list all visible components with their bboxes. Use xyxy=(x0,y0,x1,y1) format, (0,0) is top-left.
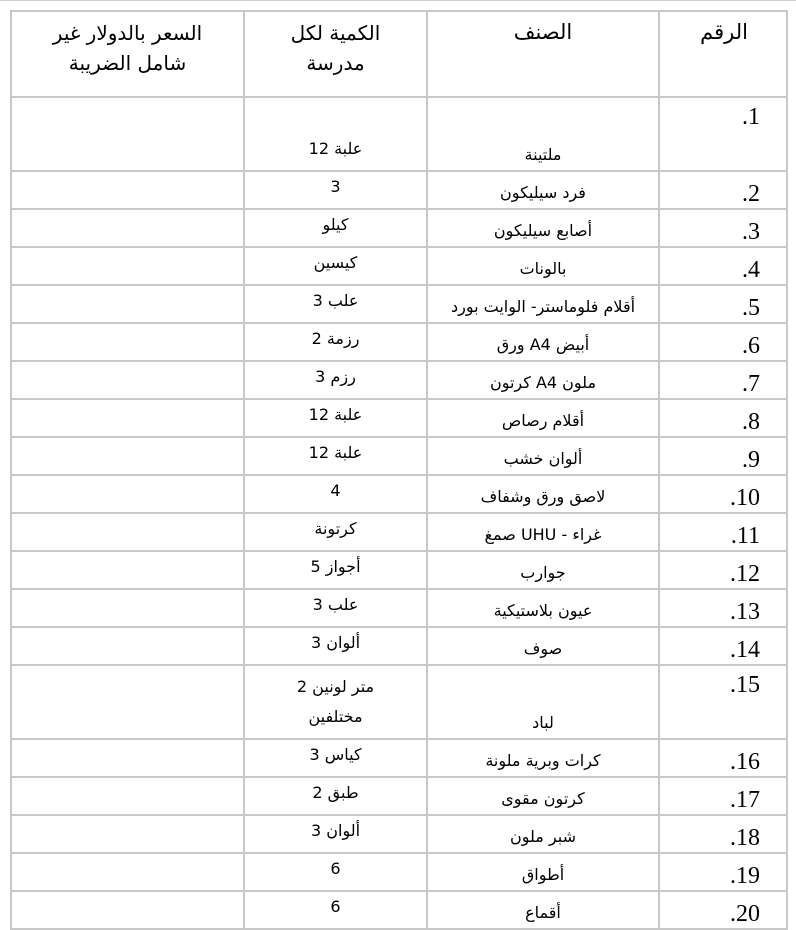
table-row xyxy=(11,627,787,665)
row-quantity-line: 6 xyxy=(330,859,341,878)
table-row xyxy=(11,777,787,815)
row-price xyxy=(11,551,244,589)
row-item: أصابع سيليكون xyxy=(427,209,659,247)
row-price xyxy=(11,209,244,247)
row-item: ملتينة xyxy=(427,97,659,171)
row-number: 7. xyxy=(659,361,787,399)
header-number: الرقم xyxy=(659,11,787,97)
row-quantity xyxy=(244,437,427,475)
row-quantity xyxy=(244,513,427,551)
row-quantity xyxy=(244,815,427,853)
row-quantity xyxy=(244,285,427,323)
row-price xyxy=(11,665,244,739)
row-quantity-line: كرتونة xyxy=(314,519,357,538)
row-item: غراء - UHU صمغ xyxy=(427,513,659,551)
row-item: لباد xyxy=(427,665,659,739)
row-price xyxy=(11,777,244,815)
row-quantity xyxy=(244,97,427,171)
row-quantity-line: رزم 3 xyxy=(315,367,356,386)
row-quantity-line: رزمة 2 xyxy=(311,329,360,348)
header-quantity-line1: الكمية لكل xyxy=(290,21,381,45)
row-price xyxy=(11,399,244,437)
row-number: 20. xyxy=(659,891,787,929)
row-quantity-line: ألوان 3 xyxy=(310,821,361,840)
row-quantity-line: علبة 12 xyxy=(308,443,363,462)
table-row xyxy=(11,247,787,285)
row-quantity xyxy=(244,739,427,777)
row-quantity-line: كياس 3 xyxy=(309,745,362,764)
header-item: الصنف xyxy=(427,11,659,97)
row-item: أطواق xyxy=(427,853,659,891)
row-item: جوارب xyxy=(427,551,659,589)
row-price xyxy=(11,513,244,551)
row-number: 9. xyxy=(659,437,787,475)
row-quantity-line: علبة 12 xyxy=(308,405,363,424)
row-quantity xyxy=(244,399,427,437)
row-number: 1. xyxy=(659,97,787,171)
row-number: 17. xyxy=(659,777,787,815)
row-quantity-line: أجواز 5 xyxy=(310,557,361,576)
header-price xyxy=(11,11,244,97)
row-price xyxy=(11,171,244,209)
row-quantity-line: ألوان 3 xyxy=(310,633,361,652)
row-number: 14. xyxy=(659,627,787,665)
row-price xyxy=(11,815,244,853)
row-price xyxy=(11,627,244,665)
row-quantity-line: علب 3 xyxy=(312,595,359,614)
row-quantity xyxy=(244,891,427,929)
table-row xyxy=(11,437,787,475)
row-number: 4. xyxy=(659,247,787,285)
row-item: ملون A4 كرتون xyxy=(427,361,659,399)
row-quantity xyxy=(244,247,427,285)
row-number: 16. xyxy=(659,739,787,777)
row-item: كرات وبرية ملونة xyxy=(427,739,659,777)
row-price xyxy=(11,589,244,627)
row-item: أقلام رصاص xyxy=(427,399,659,437)
header-quantity xyxy=(244,11,427,97)
row-quantity xyxy=(244,589,427,627)
table-row xyxy=(11,739,787,777)
table-header-row xyxy=(11,11,787,97)
row-price xyxy=(11,285,244,323)
table-row xyxy=(11,513,787,551)
row-quantity-line: متر لونين 2 xyxy=(296,677,375,696)
row-price xyxy=(11,361,244,399)
row-number: 11. xyxy=(659,513,787,551)
row-quantity-line: علب 3 xyxy=(312,291,359,310)
row-price xyxy=(11,437,244,475)
table-row xyxy=(11,171,787,209)
table-row xyxy=(11,589,787,627)
row-item: عيون بلاستيكية xyxy=(427,589,659,627)
row-price xyxy=(11,853,244,891)
row-quantity-line: كيسين xyxy=(313,253,358,272)
row-item: أقلام فلوماستر- الوايت بورد xyxy=(427,285,659,323)
row-item: فرد سيليكون xyxy=(427,171,659,209)
row-quantity xyxy=(244,777,427,815)
row-quantity xyxy=(244,853,427,891)
row-quantity xyxy=(244,551,427,589)
row-quantity-line: مختلفين xyxy=(308,707,363,726)
row-number: 19. xyxy=(659,853,787,891)
row-item: كرتون مقوى xyxy=(427,777,659,815)
row-item: لاصق ورق وشفاف xyxy=(427,475,659,513)
row-item: صوف xyxy=(427,627,659,665)
row-item: شبر ملون xyxy=(427,815,659,853)
table-row xyxy=(11,475,787,513)
supplies-table xyxy=(10,10,788,930)
row-quantity-line: 3 xyxy=(330,177,341,196)
row-quantity xyxy=(244,361,427,399)
row-quantity-line: 4 xyxy=(330,481,341,500)
row-price xyxy=(11,97,244,171)
header-price-line1: السعر بالدولار غير xyxy=(52,21,203,45)
row-number: 12. xyxy=(659,551,787,589)
row-quantity xyxy=(244,665,427,739)
row-number: 3. xyxy=(659,209,787,247)
row-number: 2. xyxy=(659,171,787,209)
header-price-line2: شامل الضريبة xyxy=(68,51,187,75)
row-item: أقماع xyxy=(427,891,659,929)
row-quantity-line: 6 xyxy=(330,897,341,916)
row-price xyxy=(11,891,244,929)
row-item: أبيض A4 ورق xyxy=(427,323,659,361)
row-quantity-line: طبق 2 xyxy=(312,783,359,802)
row-quantity-line: كيلو xyxy=(322,215,349,234)
row-quantity xyxy=(244,171,427,209)
row-number: 6. xyxy=(659,323,787,361)
table-row xyxy=(11,551,787,589)
row-price xyxy=(11,323,244,361)
row-quantity xyxy=(244,323,427,361)
table-row xyxy=(11,815,787,853)
row-price xyxy=(11,475,244,513)
table-row xyxy=(11,97,787,171)
table-row xyxy=(11,853,787,891)
table-row xyxy=(11,361,787,399)
row-item: بالونات xyxy=(427,247,659,285)
table-row xyxy=(11,209,787,247)
header-quantity-line2: مدرسة xyxy=(306,51,365,75)
table-row xyxy=(11,285,787,323)
row-price xyxy=(11,739,244,777)
row-number: 10. xyxy=(659,475,787,513)
row-number: 8. xyxy=(659,399,787,437)
row-quantity-line: علبة 12 xyxy=(308,139,363,158)
table-row xyxy=(11,665,787,739)
table-row xyxy=(11,891,787,929)
row-number: 13. xyxy=(659,589,787,627)
row-number: 15. xyxy=(659,665,787,739)
table-row xyxy=(11,399,787,437)
row-quantity xyxy=(244,209,427,247)
row-number: 5. xyxy=(659,285,787,323)
row-price xyxy=(11,247,244,285)
row-quantity xyxy=(244,627,427,665)
table-row xyxy=(11,323,787,361)
row-item: ألوان خشب xyxy=(427,437,659,475)
row-quantity xyxy=(244,475,427,513)
row-number: 18. xyxy=(659,815,787,853)
